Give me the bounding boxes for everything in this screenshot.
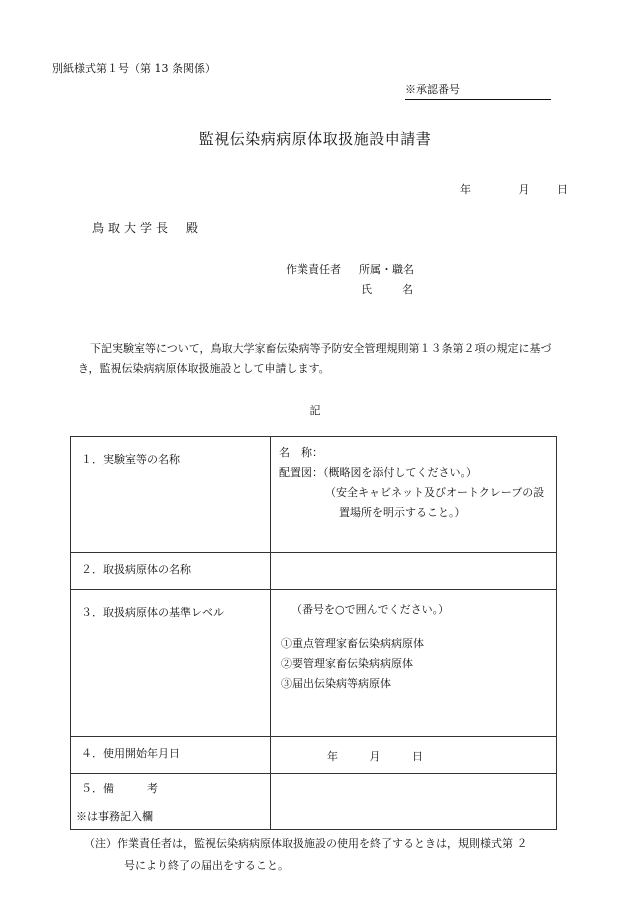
start-month: 月 bbox=[369, 750, 381, 763]
date-day: 日 bbox=[557, 183, 568, 196]
level-cell[interactable] bbox=[271, 590, 557, 737]
start-date-cell[interactable] bbox=[271, 737, 557, 774]
date-month: 月 bbox=[518, 183, 530, 196]
addressee bbox=[92, 219, 202, 236]
applicant-name-label bbox=[361, 281, 413, 297]
facility-name-cell[interactable] bbox=[271, 437, 557, 553]
start-year: 年 bbox=[327, 750, 338, 763]
pathogen-name-cell[interactable] bbox=[271, 553, 557, 590]
office-use-note: ※は事務記入欄 bbox=[76, 810, 153, 823]
layout-label: 配置図：（概略図を添付してください。） bbox=[279, 466, 477, 479]
form-reference: 別紙様式第１号（第 13 条関係） bbox=[52, 62, 216, 75]
level-option-3[interactable]: ③届出伝染病等病原体 bbox=[281, 677, 391, 690]
application-table bbox=[70, 436, 557, 830]
approval-number-field: ※承認番号 bbox=[405, 81, 551, 100]
row-label: ２．取扱病原体の名称 bbox=[71, 553, 271, 590]
table-row bbox=[71, 553, 557, 590]
level-instruction: （番号を○で囲んでください。） bbox=[291, 603, 450, 616]
date-year: 年 bbox=[460, 183, 471, 196]
remark-note bbox=[84, 833, 554, 877]
document-title: 監視伝染病病原体取扱施設申請書 bbox=[198, 130, 432, 148]
remarks-cell[interactable] bbox=[271, 774, 557, 830]
applicant-affiliation: 所属・職名 bbox=[359, 263, 414, 276]
table-row bbox=[71, 437, 557, 553]
level-option-2[interactable]: ②要管理家畜伝染病病原体 bbox=[281, 657, 413, 670]
addressee-name: 鳥取大学長 bbox=[92, 221, 173, 235]
table-row bbox=[71, 737, 557, 774]
addressee-honorific: 殿 bbox=[186, 221, 203, 235]
remark-text bbox=[84, 833, 554, 877]
row-label: １．実験室等の名称 bbox=[71, 437, 271, 553]
applicant-role: 作業責任者 bbox=[286, 263, 341, 276]
row-label: ３．取扱病原体の基準レベル bbox=[71, 590, 271, 737]
row-label: ４．使用開始年月日 bbox=[71, 737, 271, 774]
name-char-1: 氏 bbox=[361, 283, 372, 296]
remark-line-2: 号により終了の届出をすること。 bbox=[124, 859, 289, 872]
application-date bbox=[460, 181, 568, 197]
remark-line-1: （注）作業責任者は，監視伝染病病原体取扱施設の使用を終了するときは，規則様式第 ２ bbox=[84, 837, 528, 850]
layout-note-2: 置場所を明示すること。） bbox=[339, 506, 466, 519]
name-char-2: 名 bbox=[402, 283, 413, 296]
table-row bbox=[71, 590, 557, 737]
level-option-1[interactable]: ①重点管理家畜伝染病病原体 bbox=[281, 637, 424, 650]
body-paragraph: 下記実験室等について，鳥取大学家畜伝染病等予防安全管理規則第１３条第２項の規定に基づき，監視伝染病病原体取扱施設として申請します。 bbox=[78, 342, 552, 375]
facility-name-label: 名 称： bbox=[279, 446, 323, 459]
layout-note-1: （安全キャビネット及びオートクレーブの設 bbox=[325, 486, 545, 499]
row-label: ５．備 考 bbox=[71, 774, 271, 830]
start-day: 日 bbox=[412, 750, 423, 763]
ki-heading: 記 bbox=[309, 404, 321, 417]
